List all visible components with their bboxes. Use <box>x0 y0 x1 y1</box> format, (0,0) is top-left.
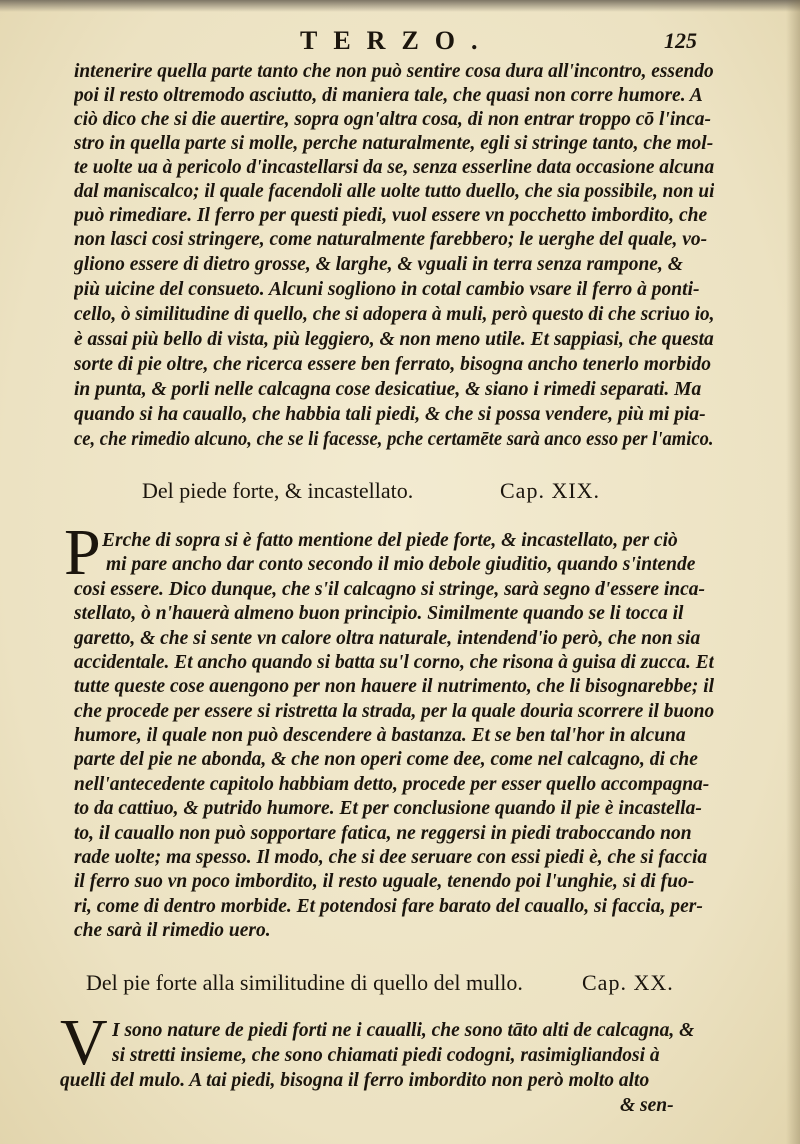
text-line: accidentale. Et ancho quando si batta su'l corno, che risona à guisa di zucca. Et <box>74 652 714 673</box>
text-line: più uicine del consueto. Alcuni sogliono in cotal cambio vsare il ferro à ponti- <box>74 279 700 300</box>
text-line: sorte di pie oltre, che ricerca essere ben ferrato, bisogna ancho tenerlo morbido <box>74 354 711 375</box>
text-line: te uolte ua à pericolo d'incastellarsi da se, senza esserline data occasione alcuna <box>74 157 714 178</box>
text-line: ri, come di dentro morbide. Et potendosi fare barato del cauallo, si faccia, per- <box>74 896 703 917</box>
text-line: Erche di sopra si è fatto mentione del piede forte, & incastellato, per ciò <box>102 530 678 551</box>
text-line: garetto, & che si sente vn calore oltra naturale, intendend'io però, che non sia <box>74 628 701 649</box>
catchword: & sen- <box>620 1095 674 1116</box>
text-line: non lasci cosi stringere, come naturalmente farebbero; le uerghe del quale, vo- <box>74 229 708 250</box>
text-line: gliono essere di dietro grosse, & larghe, & vguali in terra senza rampone, & <box>74 254 683 275</box>
text-line: mi pare ancho dar conto secondo il mio debole giuditio, quando s'intende <box>106 554 696 575</box>
text-line: rade uolte; ma spesso. Il modo, che si dee seruare con essi piedi è, che si faccia <box>74 847 708 868</box>
text-line: si stretti insieme, che sono chiamati piedi codogni, rasimigliandosi à <box>112 1045 660 1066</box>
chapter-title: Del pie forte alla similitudine di quello del mullo. <box>86 970 523 995</box>
running-head: TERZO. <box>300 26 494 55</box>
text-line: stellato, ò n'hauerà almeno buon principio. Similmente quando se li tocca il <box>74 603 684 624</box>
drop-cap: V <box>60 1006 108 1079</box>
text-line: che procede per essere si ristretta la strada, per la quale douria scorrere il buono <box>74 701 714 722</box>
text-line: parte del pie ne abonda, & che non operi come dee, come nel calcagno, di che <box>74 749 698 770</box>
text-line: che sarà il rimedio uero. <box>74 920 271 941</box>
text-line: tutte queste cose auengono per non hauere il nutrimento, che li bisognarebbe; il <box>74 676 714 697</box>
top-shadow <box>0 0 800 12</box>
text-line: poi il resto oltremodo asciutto, di maniera tale, che quasi non corre humore. A <box>74 85 703 106</box>
drop-cap: P <box>64 516 101 589</box>
text-line: humore, il quale non può descendere à bastanza. Et se ben tal'hor in alcuna <box>74 725 686 746</box>
page-number: 125 <box>664 28 697 53</box>
text-line: è assai più bello di vista, più leggiero, & non meno utile. Et sappiasi, che questa <box>74 329 714 350</box>
text-line: in punta, & porli nelle calcagna cose desicatiue, & siano i rimedi separati. Ma <box>74 379 702 400</box>
text-line: il ferro suo vn poco imbordito, il resto uguale, tenendo poi l'unghie, si di fuo- <box>74 871 695 892</box>
text-line: intenerire quella parte tanto che non può sentire cosa dura all'incontro, essendo <box>74 61 714 82</box>
text-line: nell'antecedente capitolo habbiam detto, procede per esser quello accompagna- <box>74 774 710 795</box>
text-line: I sono nature de piedi forti ne i caualli, che sono tāto alti de calcagna, & <box>112 1020 695 1041</box>
chapter-number: Cap. XIX. <box>500 478 601 503</box>
text-line: dal maniscalco; il quale facendoli alle uolte tutto duello, che sia possibile, non ui <box>74 181 714 202</box>
text-line: può rimediare. Il ferro per questi piedi, vuol essere vn pocchetto imbordito, che <box>74 205 708 226</box>
text-line: cosi essere. Dico dunque, che s'il calcagno si stringe, sarà segno d'essere inca- <box>74 579 706 600</box>
text-line: ce, che rimedio alcuno, che se li facesse, pche certamēte sarà anco esso per l'amico. <box>74 429 714 450</box>
text-line: stro in quella parte si molle, perche naturalmente, egli si stringe tanto, che mol- <box>74 133 714 154</box>
chapter-number: Cap. XX. <box>582 970 674 995</box>
right-edge-shadow <box>786 0 800 1144</box>
text-line: quelli del mulo. A tai piedi, bisogna il ferro imbordito non però molto alto <box>60 1070 650 1091</box>
text-line: quando si ha cauallo, che habbia tali piedi, & che si possa vendere, più mi pia- <box>74 404 706 425</box>
chapter-title: Del piede forte, & incastellato. <box>142 478 414 503</box>
text-line: to, il cauallo non può sopportare fatica, ne reggersi in piedi traboccando non <box>74 823 692 844</box>
text-line: cello, ò similitudine di quello, che si adopera à muli, però questo di che scriuo io, <box>74 304 714 325</box>
text-line: to da cattiuo, & putrido humore. Et per conclusione quando il pie è incastella- <box>74 798 702 819</box>
text-line: ciò dico che si die auertire, sopra ogn'altra cosa, di non entrar troppo cō l'inca- <box>74 109 712 130</box>
